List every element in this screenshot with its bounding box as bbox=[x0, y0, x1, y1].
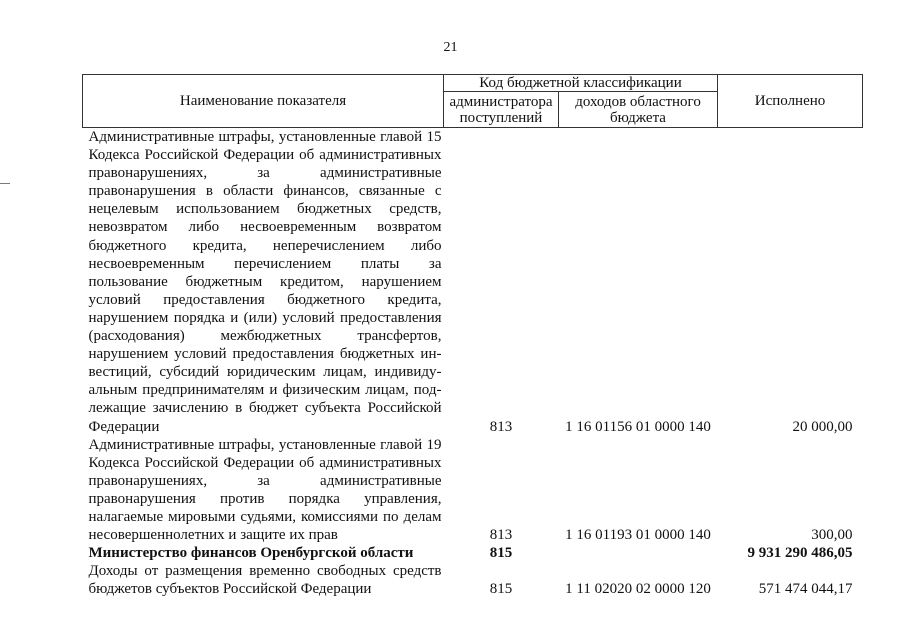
row-admin-code: 813 bbox=[489, 418, 513, 435]
row-admin-code: 815 bbox=[489, 545, 513, 562]
header-classification-code: Код бюджетной классификации bbox=[444, 75, 718, 92]
row-admin-code: 813 bbox=[489, 527, 513, 544]
table-row bbox=[83, 562, 863, 598]
header-executed: Исполнено bbox=[718, 75, 863, 128]
table-row bbox=[83, 436, 863, 545]
page-number: 21 bbox=[443, 40, 458, 55]
row-revenue-code: 1 16 01156 01 0000 140 bbox=[565, 418, 711, 435]
row-executed-amount: 571 474 044,17 bbox=[758, 581, 853, 598]
header-regional-budget-revenue: доходов областного бюджета bbox=[559, 92, 718, 128]
table-body bbox=[83, 128, 863, 599]
row-revenue-code bbox=[559, 544, 718, 562]
row-executed-amount: 9 931 290 486,05 bbox=[747, 545, 853, 562]
row-indicator-name: Административные штрафы, установленные главой 19 Кодекса Российской Федерации об административных правонарушениях, за административные правонарушения против порядка управления, налагаемые мировыми судьями, комиссиями по делам несовершеннолетних и защите их прав bbox=[88, 436, 442, 544]
margin-mark bbox=[0, 183, 10, 184]
row-indicator-name: Административные штрафы, установленные главой 15 Кодекса Российской Федерации об административных правонарушениях, за административные правонарушения в области финансов, связанные с нецелевым использованием бюджетных средств, невозвратом либо несвоевременным возвратом бюджетного кредита, неперечислением либо несвоевременным перечислением платы за пользование бюджетным кредитом, нарушением условий предоставления бюджетного кредита, нарушением порядка и (или) условий предоставления (расходования) межбюджетных трансфертов, нарушением условий предоставления бюджетных инвестиций, субсидий юридическим лицам, индивидуальным предпринимателям и физическим лицам, подлежащие зачислению в бюджет субъекта Российской Федерации bbox=[88, 129, 442, 435]
table-header bbox=[83, 75, 863, 128]
header-indicator-name: Наименование показателя bbox=[83, 75, 444, 128]
header-revenue-administrator: администратора поступлений bbox=[444, 92, 559, 128]
row-executed-amount: 20 000,00 bbox=[792, 418, 853, 435]
table-row bbox=[83, 544, 863, 562]
row-revenue-code: 1 11 02020 02 0000 120 bbox=[565, 581, 711, 598]
row-admin-code: 815 bbox=[489, 581, 513, 598]
row-revenue-code: 1 16 01193 01 0000 140 bbox=[565, 527, 711, 544]
row-executed-amount: 300,00 bbox=[811, 527, 853, 544]
row-indicator-name: Доходы от размещения временно свободных средств бюджетов субъектов Российской Федерации bbox=[88, 563, 442, 598]
budget-table bbox=[82, 74, 863, 598]
row-indicator-name: Министерство финансов Оренбургской области bbox=[88, 545, 414, 562]
table-row bbox=[83, 128, 863, 436]
